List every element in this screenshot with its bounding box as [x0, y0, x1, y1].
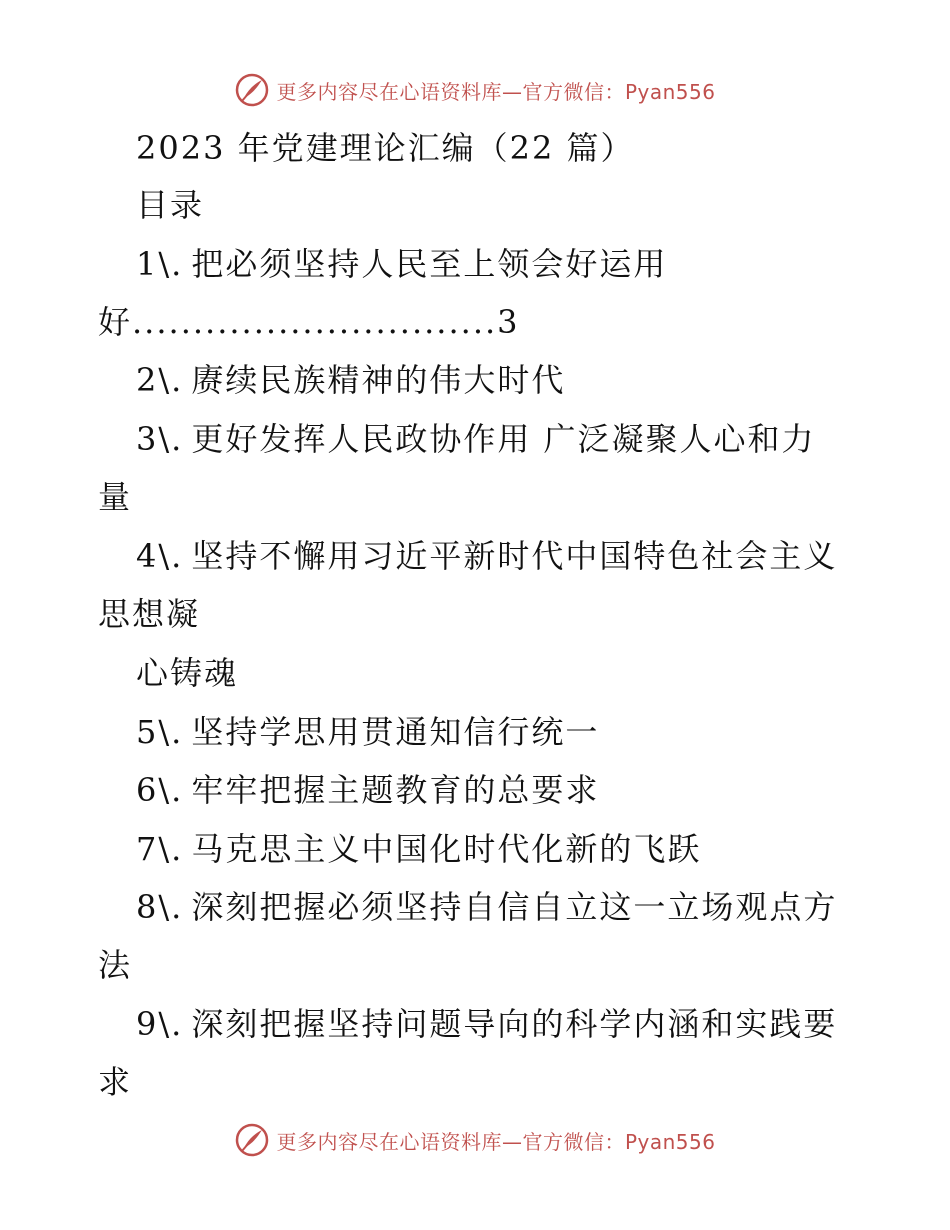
- toc-entry-4-continuation: 思想凝: [98, 595, 201, 633]
- toc-entry-text: 赓续民族精神的伟大时代: [191, 361, 566, 399]
- toc-entry-text: 坚持不懈用习近平新时代中国特色社会主义: [191, 537, 838, 575]
- toc-entry-8-continuation: 法: [98, 946, 133, 984]
- toc-entry-number: 9\.: [136, 1005, 184, 1043]
- toc-entry-1[interactable]: [136, 244, 667, 284]
- toc-entry-number: 7\.: [136, 830, 184, 868]
- watermark-text: 更多内容尽在心语资料库—官方微信：Pyan556: [276, 79, 716, 104]
- toc-entry-number: 8\.: [136, 888, 184, 926]
- toc-entry-number: 2\.: [136, 361, 184, 399]
- feather-pen-logo-icon: [234, 72, 270, 108]
- toc-entry-text: 牢牢把握主题教育的总要求: [191, 771, 600, 809]
- toc-entry-text: 深刻把握坚持问题导向的科学内涵和实践要: [191, 1005, 838, 1043]
- watermark-text: 更多内容尽在心语资料库—官方微信：Pyan556: [276, 1129, 716, 1154]
- toc-entry-text: 把必须坚持人民至上领会好运用: [191, 245, 668, 283]
- toc-entry-2[interactable]: [136, 360, 565, 400]
- toc-entry-number: 5\.: [136, 713, 184, 751]
- toc-entry-text: 更好发挥人民政协作用 广泛凝聚人心和力: [191, 420, 816, 458]
- toc-entry-5[interactable]: [136, 712, 599, 752]
- toc-entry-6[interactable]: [136, 770, 599, 810]
- toc-entry-number: 4\.: [136, 537, 184, 575]
- toc-entry-9-continuation: 求: [98, 1063, 133, 1101]
- toc-entry-3[interactable]: [136, 419, 816, 459]
- toc-entry-text: 坚持学思用贯通知信行统一: [191, 713, 600, 751]
- toc-entry-1-continuation: 好..............................3: [98, 303, 520, 341]
- toc-entry-4[interactable]: [136, 536, 837, 576]
- toc-entry-number: 1\.: [136, 245, 184, 283]
- document-title: 2023 年党建理论汇编（22 篇）: [136, 129, 635, 167]
- header-watermark-banner: [0, 68, 950, 112]
- toc-entry-8[interactable]: [136, 887, 837, 927]
- footer-watermark-banner: [0, 1118, 950, 1162]
- toc-entry-4-continuation-2: 心铸魂: [136, 654, 239, 692]
- toc-entry-text: 深刻把握必须坚持自信自立这一立场观点方: [191, 888, 838, 926]
- toc-entry-number: 6\.: [136, 771, 184, 809]
- toc-entry-number: 3\.: [136, 420, 184, 458]
- toc-entry-3-continuation: 量: [98, 478, 133, 516]
- toc-entry-text: 马克思主义中国化时代化新的飞跃: [191, 830, 702, 868]
- toc-entry-9[interactable]: [136, 1004, 837, 1044]
- toc-entry-7[interactable]: [136, 829, 701, 869]
- feather-pen-logo-icon: [234, 1122, 270, 1158]
- toc-heading: 目录: [136, 186, 205, 224]
